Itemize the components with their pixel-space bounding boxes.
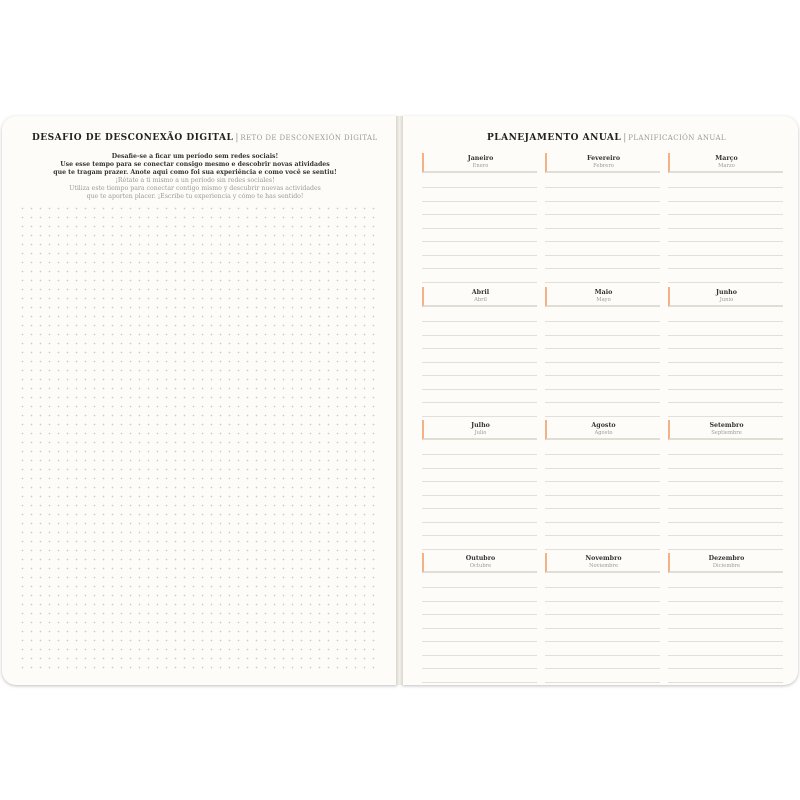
month-writing-line[interactable] [422,321,537,322]
month-writing-line[interactable] [422,402,537,403]
month-writing-line[interactable] [422,481,537,482]
notebook-spine [396,116,403,685]
month-writing-line[interactable] [545,201,660,202]
month-name-pt: Novembro [585,555,622,562]
month-name-pt: Outubro [465,555,496,562]
month-writing-line[interactable] [545,614,660,615]
month-header [668,153,783,173]
month-writing-line[interactable] [668,187,783,188]
month-writing-line[interactable] [668,454,783,455]
title-separator: | [623,133,627,143]
month-writing-line[interactable] [545,321,660,322]
month-writing-line[interactable] [668,348,783,349]
month-writing-line[interactable] [668,628,783,629]
month-writing-line[interactable] [668,389,783,390]
month-name-es: Julio [474,430,487,436]
month-writing-line[interactable] [545,454,660,455]
month-block[interactable] [668,420,783,538]
digital-detox-title [32,133,392,143]
month-block[interactable] [668,153,783,271]
month-writing-line[interactable] [422,214,537,215]
month-writing-line[interactable] [545,535,660,536]
month-writing-line[interactable] [545,668,660,669]
month-block[interactable] [422,420,537,538]
month-writing-line[interactable] [545,549,660,550]
month-writing-line[interactable] [422,282,537,283]
month-writing-line[interactable] [545,416,660,417]
month-writing-line[interactable] [668,375,783,376]
month-block[interactable] [422,553,537,671]
month-name-pt: Maio [594,289,613,296]
month-writing-line[interactable] [668,362,783,363]
month-writing-line[interactable] [668,214,783,215]
month-writing-line[interactable] [422,241,537,242]
intro-line-es: ¡Rétate a ti mismo a un período sin redes sociales! [115,177,275,184]
month-writing-line[interactable] [422,522,537,523]
month-writing-line[interactable] [668,668,783,669]
intro-line-pt: Use esse tempo para se conectar consigo mesmo e descobrir novas atividades [60,161,330,168]
title-portuguese: DESAFIO DE DESCONEXÃO DIGITAL [32,133,234,143]
month-header [422,153,537,173]
month-writing-line[interactable] [422,416,537,417]
month-writing-line[interactable] [422,628,537,629]
month-writing-line[interactable] [668,601,783,602]
month-writing-line[interactable] [545,228,660,229]
title-spanish: PLANIFICACIÓN ANUAL [628,134,726,142]
month-writing-line[interactable] [422,549,537,550]
month-writing-line[interactable] [545,335,660,336]
month-name-es: Junio [719,297,734,303]
month-name-es: Septiembre [711,430,742,436]
month-writing-line[interactable] [545,655,660,656]
month-name-pt: Julho [471,422,490,429]
month-writing-line[interactable] [422,348,537,349]
month-writing-line[interactable] [545,481,660,482]
intro-line-pt: que te tragam prazer. Anote aqui como foi sua experiência e como você se sentiu! [53,169,337,176]
month-writing-line[interactable] [545,508,660,509]
month-writing-line[interactable] [545,187,660,188]
month-header [545,153,660,173]
month-writing-line[interactable] [422,668,537,669]
month-writing-line[interactable] [422,508,537,509]
month-name-pt: Fevereiro [586,155,621,162]
month-writing-line[interactable] [668,241,783,242]
month-writing-line[interactable] [668,655,783,656]
month-block[interactable] [545,420,660,538]
month-writing-line[interactable] [668,335,783,336]
month-writing-line[interactable] [668,321,783,322]
month-block[interactable] [422,287,537,405]
month-writing-line[interactable] [422,468,537,469]
title-portuguese: PLANEJAMENTO ANUAL [487,133,622,143]
month-writing-line[interactable] [422,495,537,496]
month-writing-line[interactable] [545,214,660,215]
month-writing-line[interactable] [545,375,660,376]
month-writing-line[interactable] [668,228,783,229]
month-writing-line[interactable] [668,468,783,469]
month-writing-line[interactable] [668,495,783,496]
month-writing-line[interactable] [668,682,783,683]
title-separator: | [235,133,239,143]
dot-grid-writing-area[interactable] [18,204,378,674]
intro-line-pt: Desafie-se a ficar um período sem redes sociais! [111,153,279,160]
month-header [545,553,660,573]
month-name-es: Agosto [594,430,613,436]
month-writing-line[interactable] [545,601,660,602]
month-header [668,420,783,440]
month-writing-line[interactable] [668,522,783,523]
month-name-pt: Janeiro [467,155,494,162]
month-writing-line[interactable] [668,587,783,588]
month-name-es: Febrero [593,163,614,169]
month-name-pt: Março [715,155,738,162]
month-name-pt: Agosto [591,422,616,429]
title-spanish: RETO DE DESCONEXIÓN DIGITAL [240,134,378,142]
month-name-es: Noviembre [588,563,619,569]
month-writing-line[interactable] [545,628,660,629]
month-header [545,287,660,307]
month-writing-line[interactable] [545,495,660,496]
month-writing-line[interactable] [668,402,783,403]
month-writing-line[interactable] [545,255,660,256]
month-writing-line[interactable] [545,641,660,642]
intro-line-es: que te aporten placer. ¡Escribe tu experiencia y cómo te has sentido! [86,193,304,200]
month-writing-line[interactable] [668,535,783,536]
month-writing-line[interactable] [422,187,537,188]
month-writing-line[interactable] [545,348,660,349]
month-writing-line[interactable] [422,535,537,536]
month-name-es: Marzo [718,163,735,169]
month-writing-line[interactable] [668,416,783,417]
month-writing-line[interactable] [545,522,660,523]
challenge-intro [30,153,360,201]
month-block[interactable] [545,553,660,671]
month-writing-line[interactable] [422,375,537,376]
month-writing-line[interactable] [668,201,783,202]
month-block[interactable] [545,153,660,271]
month-writing-line[interactable] [668,641,783,642]
month-writing-line[interactable] [422,614,537,615]
month-writing-line[interactable] [545,468,660,469]
month-writing-line[interactable] [668,255,783,256]
month-header [545,420,660,440]
month-writing-line[interactable] [422,601,537,602]
month-block[interactable] [668,287,783,405]
month-writing-line[interactable] [668,268,783,269]
month-writing-line[interactable] [545,682,660,683]
month-writing-line[interactable] [422,201,537,202]
month-header [422,420,537,440]
month-block[interactable] [668,553,783,671]
annual-planning-title [487,133,787,143]
month-writing-line[interactable] [668,481,783,482]
intro-line-es: Utiliza este tiempo para conectar contigo mismo y descubrir nuevas actividades [69,185,321,192]
month-writing-line[interactable] [545,241,660,242]
month-block[interactable] [422,153,537,271]
month-writing-line[interactable] [422,255,537,256]
month-writing-line[interactable] [668,282,783,283]
month-writing-line[interactable] [422,655,537,656]
month-writing-line[interactable] [668,508,783,509]
month-writing-line[interactable] [422,389,537,390]
month-header [422,287,537,307]
month-name-pt: Dezembro [708,555,745,562]
month-header [422,553,537,573]
month-name-es: Octubre [469,563,492,569]
month-writing-line[interactable] [422,362,537,363]
month-writing-line[interactable] [545,389,660,390]
month-writing-line[interactable] [545,362,660,363]
month-writing-line[interactable] [422,268,537,269]
month-name-es: Diciembre [712,563,741,569]
month-header [668,287,783,307]
month-writing-line[interactable] [422,641,537,642]
month-writing-line[interactable] [545,282,660,283]
month-name-es: Abril [474,297,487,303]
month-writing-line[interactable] [545,268,660,269]
month-writing-line[interactable] [422,682,537,683]
month-name-pt: Abril [471,289,490,296]
month-name-es: Enero [472,163,489,169]
month-header [668,553,783,573]
month-name-es: Mayo [596,297,611,303]
month-name-pt: Junho [716,289,737,296]
month-writing-line[interactable] [422,335,537,336]
month-writing-line[interactable] [422,454,537,455]
month-writing-line[interactable] [668,549,783,550]
month-writing-line[interactable] [545,587,660,588]
month-block[interactable] [545,287,660,405]
month-writing-line[interactable] [668,614,783,615]
month-writing-line[interactable] [422,587,537,588]
month-writing-line[interactable] [422,228,537,229]
month-name-pt: Setembro [709,422,744,429]
month-writing-line[interactable] [545,402,660,403]
